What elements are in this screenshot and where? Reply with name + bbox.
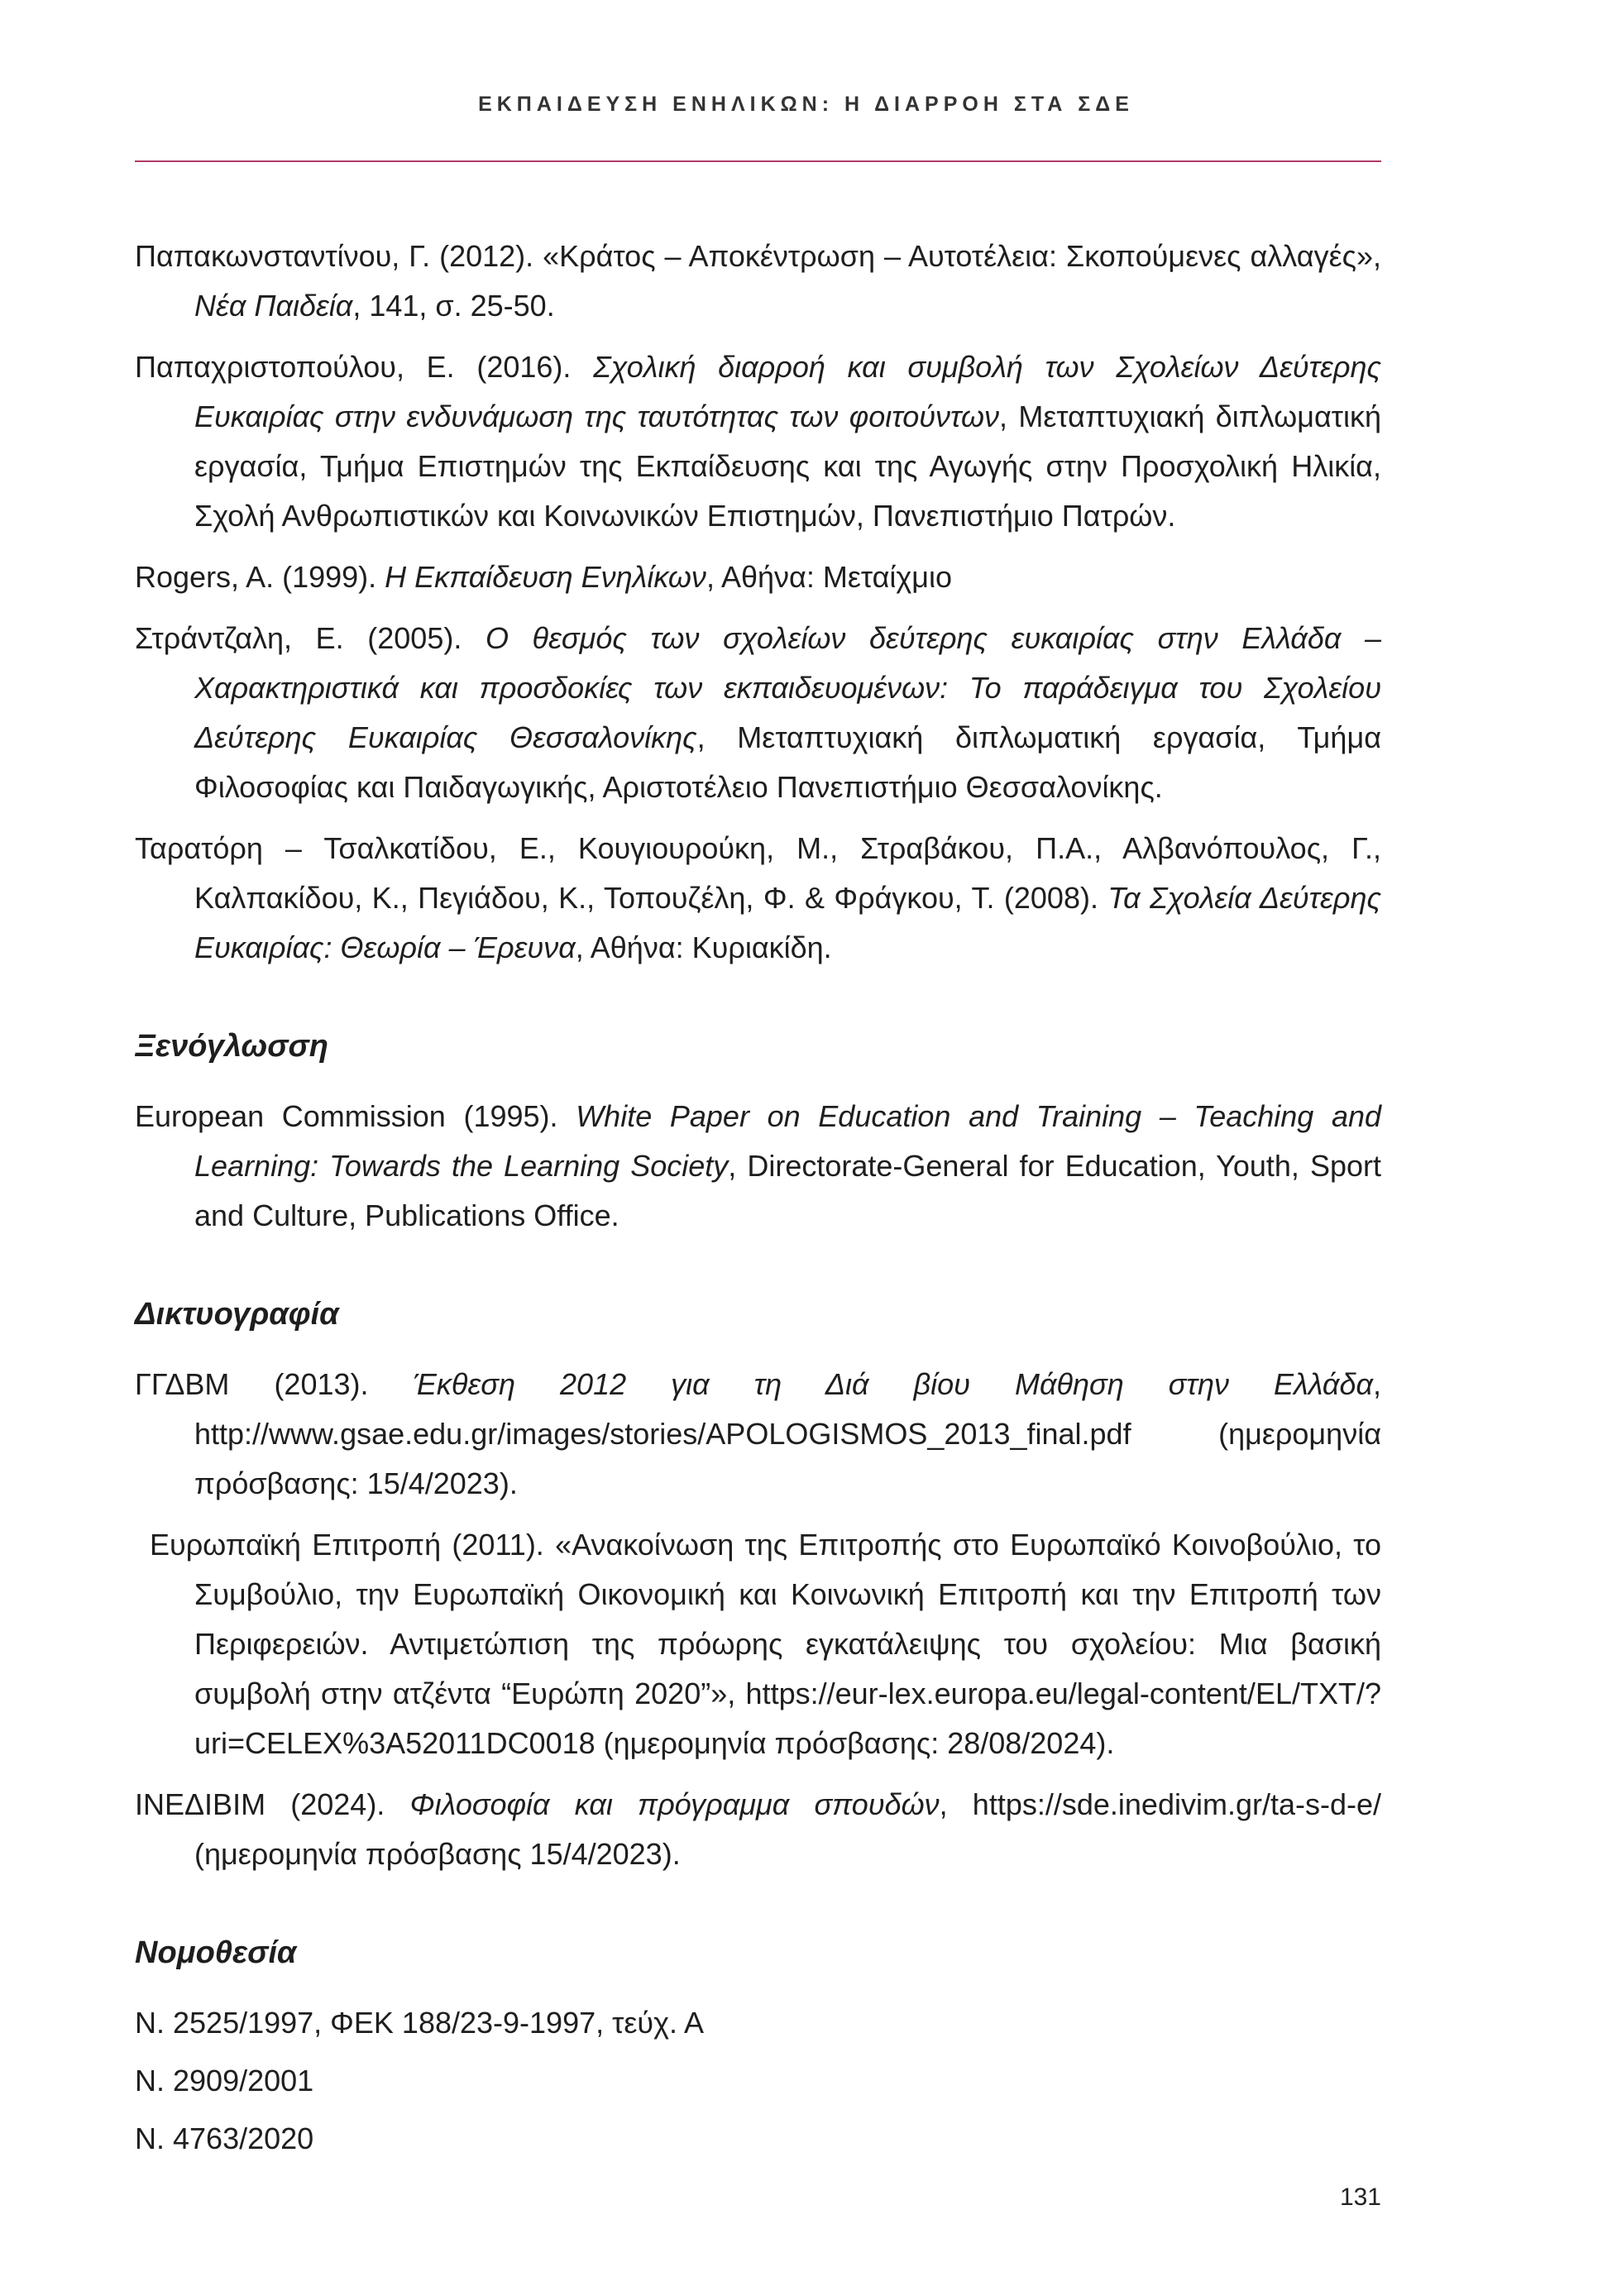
- reference-details: , Μεταπτυχιακή διπλωματική εργασία, Τμήμα Φιλοσοφίας και Παιδαγωγικής, Αριστοτέλειο Πανεπιστήμιο Θεσσαλονίκης.: [194, 720, 1382, 804]
- reference-details: , Directorate-General for Education, Youth, Sport and Culture, Publications Office.: [194, 1149, 1381, 1232]
- section-heading-legislation: Νομοθεσία: [135, 1935, 297, 1970]
- reference-authors: ΓΓΔΒΜ (2013).: [135, 1367, 414, 1401]
- reference-entry: [135, 614, 1381, 812]
- reference-entry: [135, 824, 1381, 973]
- reference-authors: European Commission (1995).: [135, 1099, 576, 1133]
- section-heading-web: Δικτυογραφία: [135, 1297, 339, 1332]
- reference-authors: Παπακωνσταντίνου, Γ. (2012). «Κράτος – Αποκέντρωση – Αυτοτέλεια: Σκοπούμενες αλλαγές»,: [135, 239, 1381, 273]
- running-header: ΕΚΠΑΙΔΕΥΣΗ ΕΝΗΛΙΚΩΝ: Η ΔΙΑΡΡΟΗ ΣΤΑ ΣΔΕ: [478, 93, 1134, 116]
- reference-title: White Paper on Education and Training – Teaching and Learning: Towards the Learning Society: [194, 1099, 1382, 1183]
- references-content: [135, 232, 1381, 2172]
- reference-entry: [135, 232, 1381, 331]
- legislation-item: Ν. 2525/1997, ΦΕΚ 188/23-9-1997, τεύχ. Α: [135, 2006, 705, 2040]
- reference-title: Έκθεση 2012 για τη Διά βίου Μάθηση στην Ελλάδα: [413, 1367, 1373, 1401]
- legislation-item: Ν. 2909/2001: [135, 2064, 314, 2097]
- reference-authors: Στράντζαλη, Ε. (2005).: [135, 621, 486, 655]
- page-number: 131: [1339, 2184, 1381, 2211]
- reference-details: , http://www.gsae.edu.gr/images/stories/APOLOGISMOS_2013_final.pdf (ημερομηνία πρόσβασης: 15/4/2023).: [194, 1367, 1381, 1500]
- reference-authors: ΙΝΕΔΙΒΙΜ (2024).: [135, 1787, 410, 1821]
- reference-authors: Rogers, A. (1999).: [135, 560, 385, 594]
- reference-entry: [135, 552, 1381, 602]
- reference-title: Ο θεσμός των σχολείων δεύτερης ευκαιρίας στην Ελλάδα – Χαρακτηριστικά και προσδοκίες των εκπαιδευομένων: Το παράδειγμα του Σχολείου Δεύτερης Ευκαιρίας Θεσσαλονίκης: [194, 621, 1381, 754]
- reference-entry: [135, 1360, 1381, 1509]
- reference-authors: Ταρατόρη – Τσαλκατίδου, Ε., Κουγιουρούκη, Μ., Στραβάκου, Π.Α., Αλβανόπουλος, Γ., Καλπακίδου, Κ., Πεγιάδου, Κ., Τοπουζέλη, Φ. & Φράγκου, Τ. (2008).: [135, 831, 1381, 915]
- reference-entry: [135, 1780, 1381, 1879]
- reference-title: Νέα Παιδεία: [194, 289, 353, 323]
- reference-authors: Παπαχριστοπούλου, Ε. (2016).: [135, 350, 594, 384]
- reference-details: , Μεταπτυχιακή διπλωματική εργασία, Τμήμα Επιστημών της Εκπαίδευσης και της Αγωγής στην Προσχολική Ηλικία, Σχολή Ανθρωπιστικών και Κοινωνικών Επιστημών, Πανεπιστήμιο Πατρών.: [194, 399, 1381, 533]
- reference-details: , 141, σ. 25-50.: [352, 289, 555, 323]
- legislation-item: Ν. 4763/2020: [135, 2121, 314, 2155]
- reference-title: Σχολική διαρροή και συμβολή των Σχολείων Δεύτερης Ευκαιρίας στην ενδυνάμωση της ταυτότητας των φοιτούντων: [194, 350, 1381, 433]
- header-rule: [135, 160, 1381, 162]
- reference-title: Η Εκπαίδευση Ενηλίκων: [385, 560, 706, 594]
- reference-details: , Αθήνα: Μεταίχμιο: [706, 560, 953, 594]
- reference-entry: [135, 1520, 1381, 1768]
- section-heading-foreign: Ξενόγλωσση: [135, 1029, 328, 1064]
- reference-text: Ευρωπαϊκή Επιτροπή (2011). «Ανακοίνωση της Επιτροπής στο Ευρωπαϊκό Κοινοβούλιο, το Συμβούλιο, την Ευρωπαϊκή Οικονομική και Κοινωνική Επιτροπή και την Επιτροπή των Περιφερειών. Αντιμετώπιση της πρόωρης εγκατάλειψης του σχολείου: Μια βασική συμβολή στην ατζέντα “Ευρώπη 2020”», https://eur-lex.europa.eu/legal-content/EL/TXT/?uri=CELEX%3A52011DC0018 (ημερομηνία πρόσβασης: 28/08/2024).: [150, 1528, 1381, 1760]
- reference-entry: [135, 1092, 1381, 1241]
- reference-title: Φιλοσοφία και πρόγραμμα σπουδών: [409, 1787, 940, 1821]
- reference-details: , https://sde.inedivim.gr/ta-s-d-e/ (ημερομηνία πρόσβασης 15/4/2023).: [194, 1787, 1381, 1871]
- reference-entry: [135, 342, 1381, 541]
- reference-details: , Αθήνα: Κυριακίδη.: [575, 930, 832, 964]
- reference-title: Τα Σχολεία Δεύτερης Ευκαιρίας: Θεωρία – Έρευνα: [194, 881, 1381, 964]
